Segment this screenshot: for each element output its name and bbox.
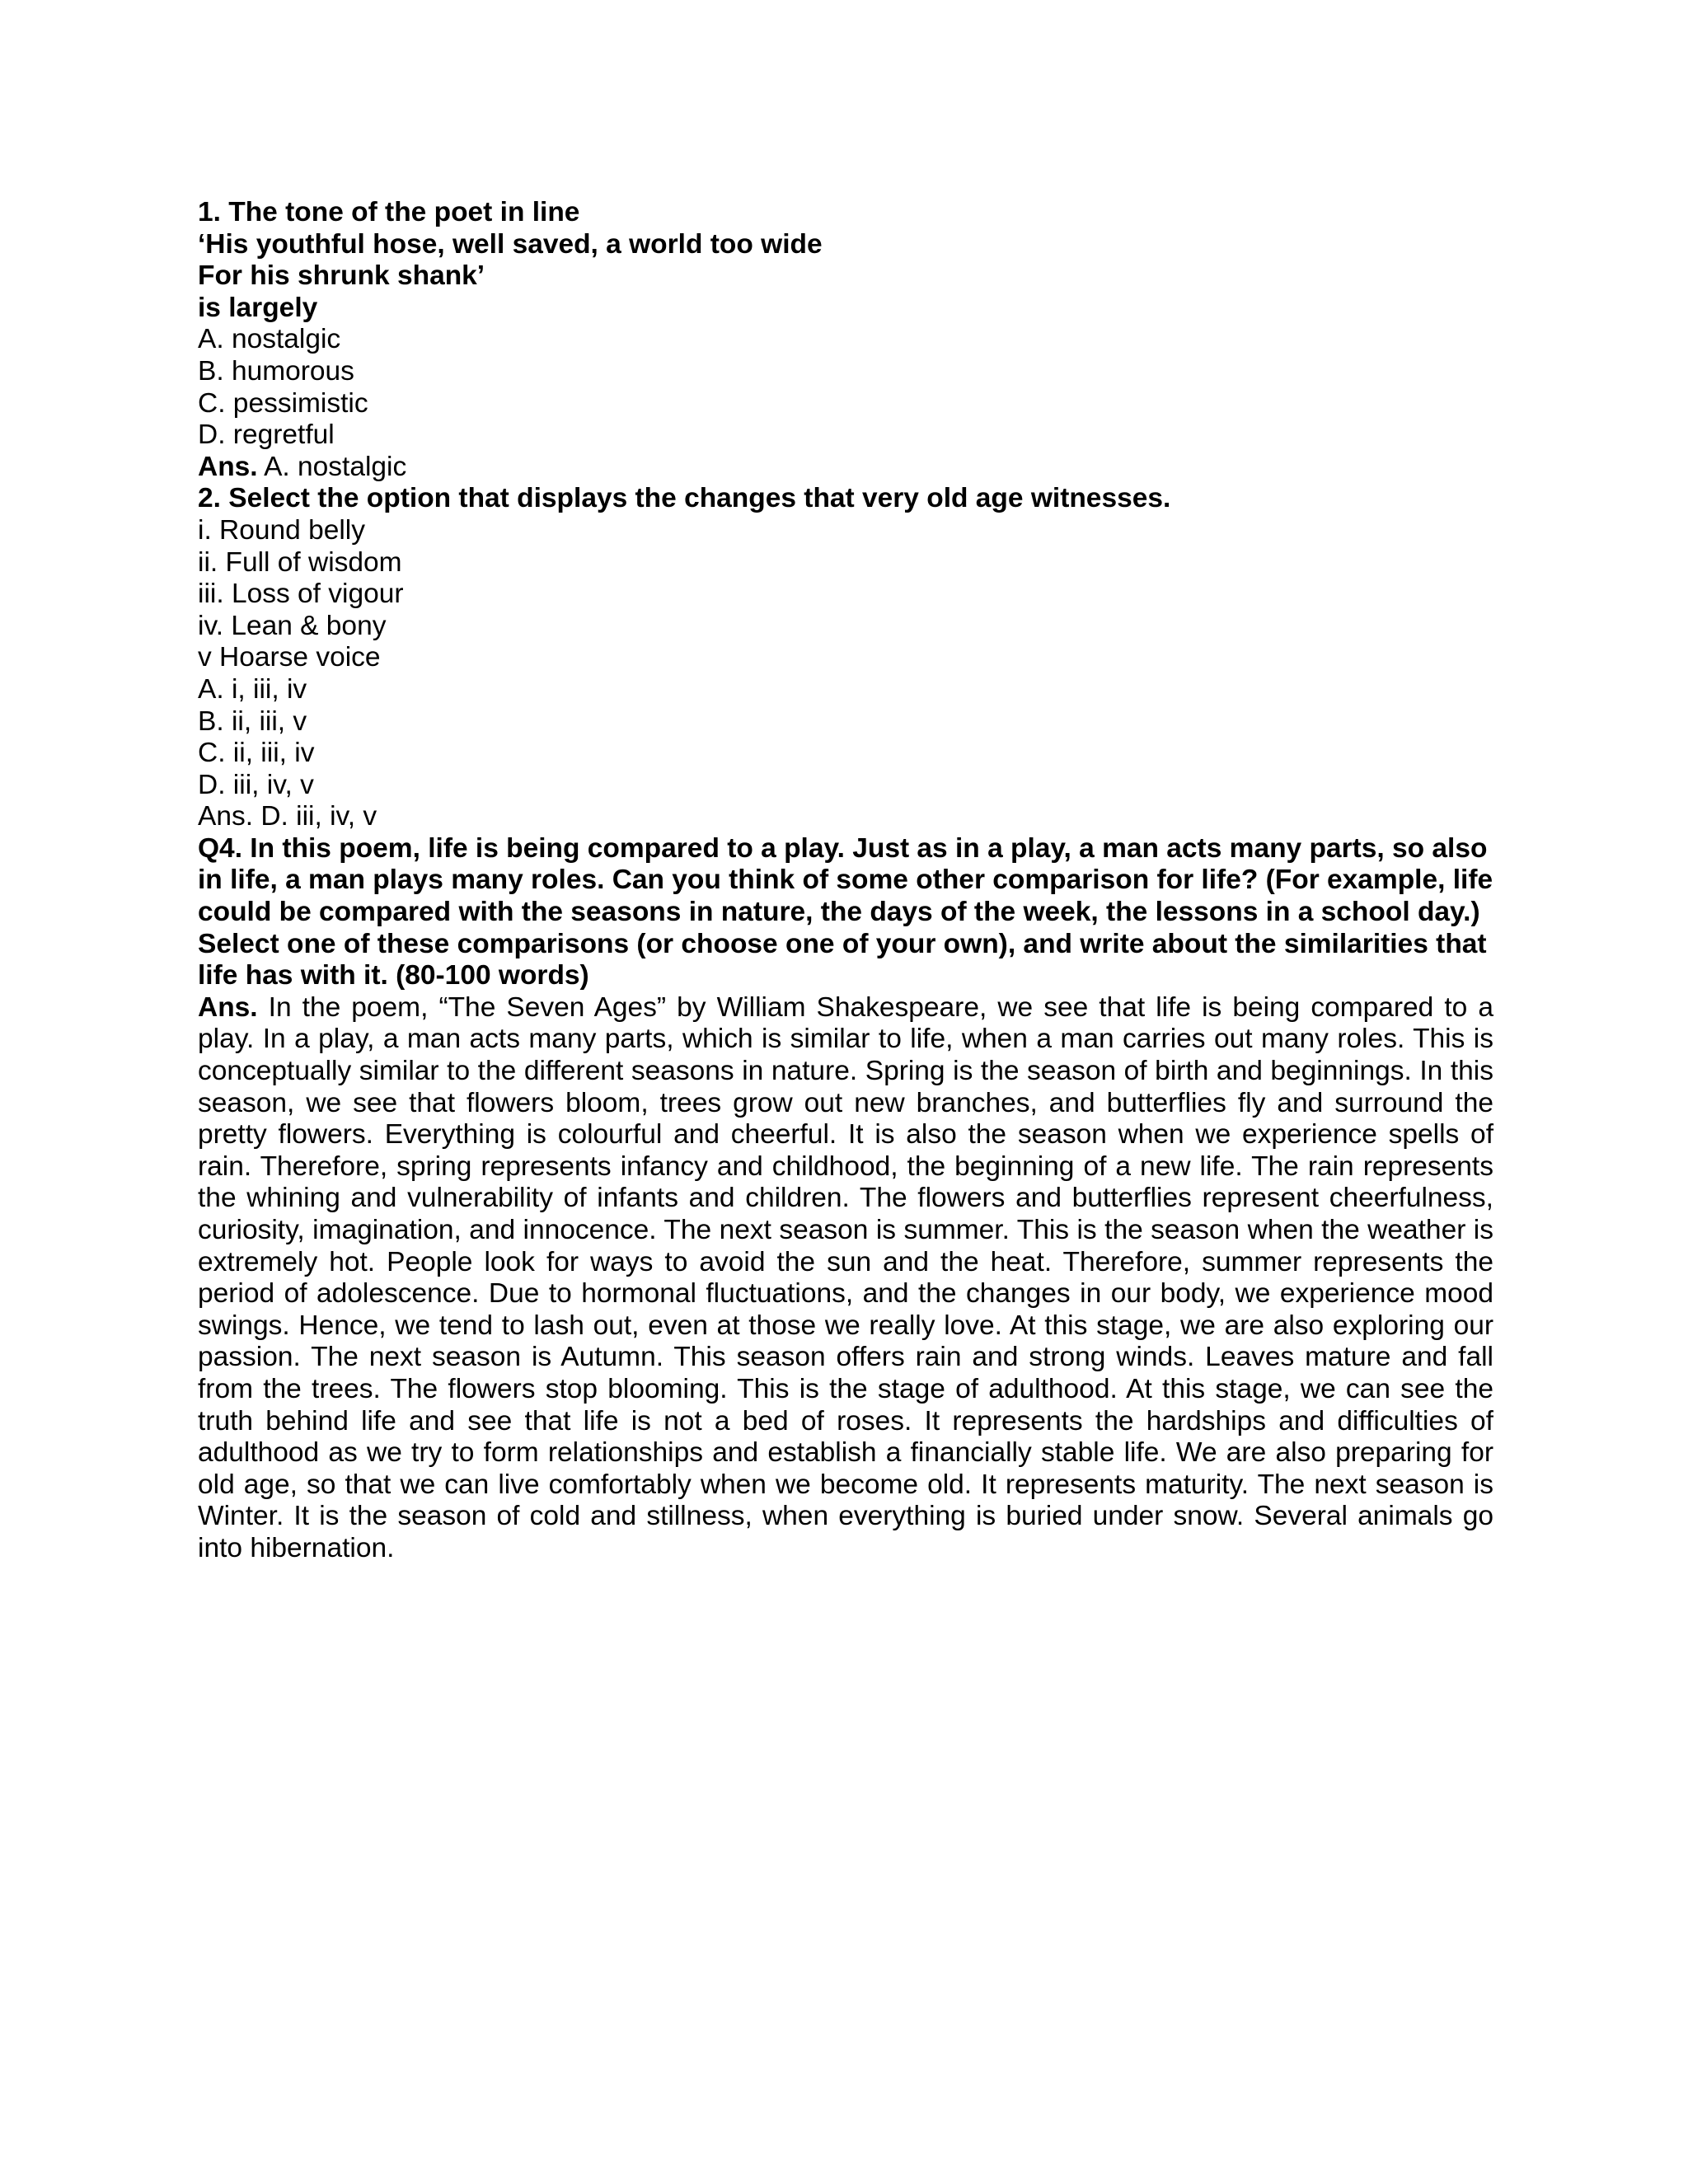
question-2-option: A. i, iii, iv	[198, 673, 307, 705]
question-1-option: D. regretful	[198, 419, 335, 451]
question-1-line: ‘His youthful hose, well saved, a world too wide	[198, 228, 823, 260]
question-2-answer: Ans. D. iii, iv, v	[198, 801, 377, 832]
question-2-option: C. ii, iii, iv	[198, 738, 315, 769]
question-1-option: B. humorous	[198, 355, 354, 387]
question-1-line: 1. The tone of the poet in line	[198, 197, 580, 227]
question-2	[198, 483, 1493, 833]
question-1-answer	[198, 452, 1493, 484]
question-2-option: D. iii, iv, v	[198, 769, 314, 800]
question-1	[198, 197, 1493, 483]
question-4-text: Q4. In this poem, life is being compared to a play. Just as in a play, a man acts many parts, so also in life, a man plays many roles. Can you think of some other comparison for life? (For example, life could be compared with the seasons in nature, the days of the week, the lessons in a school day.) Select one of these comparisons (or choose one of your own), and write about the similarities that life has with it. (80-100 words)	[198, 832, 1493, 991]
answer-text: A. nostalgic	[257, 451, 407, 482]
question-4	[198, 833, 1493, 1565]
question-2-option: B. ii, iii, v	[198, 705, 307, 737]
question-2-item: v Hoarse voice	[198, 642, 381, 673]
question-2-item: iv. Lean & bony	[198, 610, 387, 641]
question-2-item: i. Round belly	[198, 514, 365, 546]
question-2-text: 2. Select the option that displays the changes that very old age witnesses.	[198, 483, 1171, 514]
document-body	[198, 197, 1493, 1565]
question-1-line: For his shrunk shank’	[198, 260, 485, 292]
question-2-item: ii. Full of wisdom	[198, 546, 402, 578]
answer-text: In the poem, “The Seven Ages” by William Shakespeare, we see that life is being compared to a play. In a play, a man acts many parts, which is similar to life, when a man carries out many roles. This is conceptually similar to the different seasons in nature. Spring is the season of birth and beginnings. In this season, we see that flowers bloom, trees grow out new branches, and butterflies fly and surround the pretty flowers. Everything is colourful and cheerful. It is also the season when we experience spells of rain. Therefore, spring represents infancy and childhood, the beginning of a new life. The rain represents the whining and vulnerability of infants and children. The flowers and butterflies represent cheerfulness, curiosity, imagination, and innocence. The next season is summer. This is the season when the weather is extremely hot. People look for ways to avoid the sun and the heat. Therefore, summer represents the period of adolescence. Due to hormonal fluctuations, and the changes in our body, we experience mood swings. Hence, we tend to lash out, even at those we really love. At this stage, we are also exploring our passion. The next season is Autumn. This season offers rain and strong winds. Leaves mature and fall from the trees. The flowers stop blooming. This is the stage of adulthood. At this stage, we can see the truth behind life and see that life is not a bed of roses. It represents the hardships and difficulties of adulthood as we try to form relationships and establish a financially stable life. We are also preparing for old age, so that we can live comfortably when we become old. It represents maturity. The next season is Winter. It is the season of cold and stillness, when everything is buried under snow. Several animals go into hibernation.	[198, 991, 1493, 1563]
answer-label: Ans.	[198, 991, 258, 1023]
question-1-option: C. pessimistic	[198, 387, 368, 419]
question-1-line: is largely	[198, 292, 318, 323]
question-2-item: iii. Loss of vigour	[198, 579, 404, 610]
answer-label: Ans.	[198, 451, 258, 482]
question-4-answer	[198, 992, 1493, 1565]
question-1-option: A. nostalgic	[198, 324, 341, 355]
